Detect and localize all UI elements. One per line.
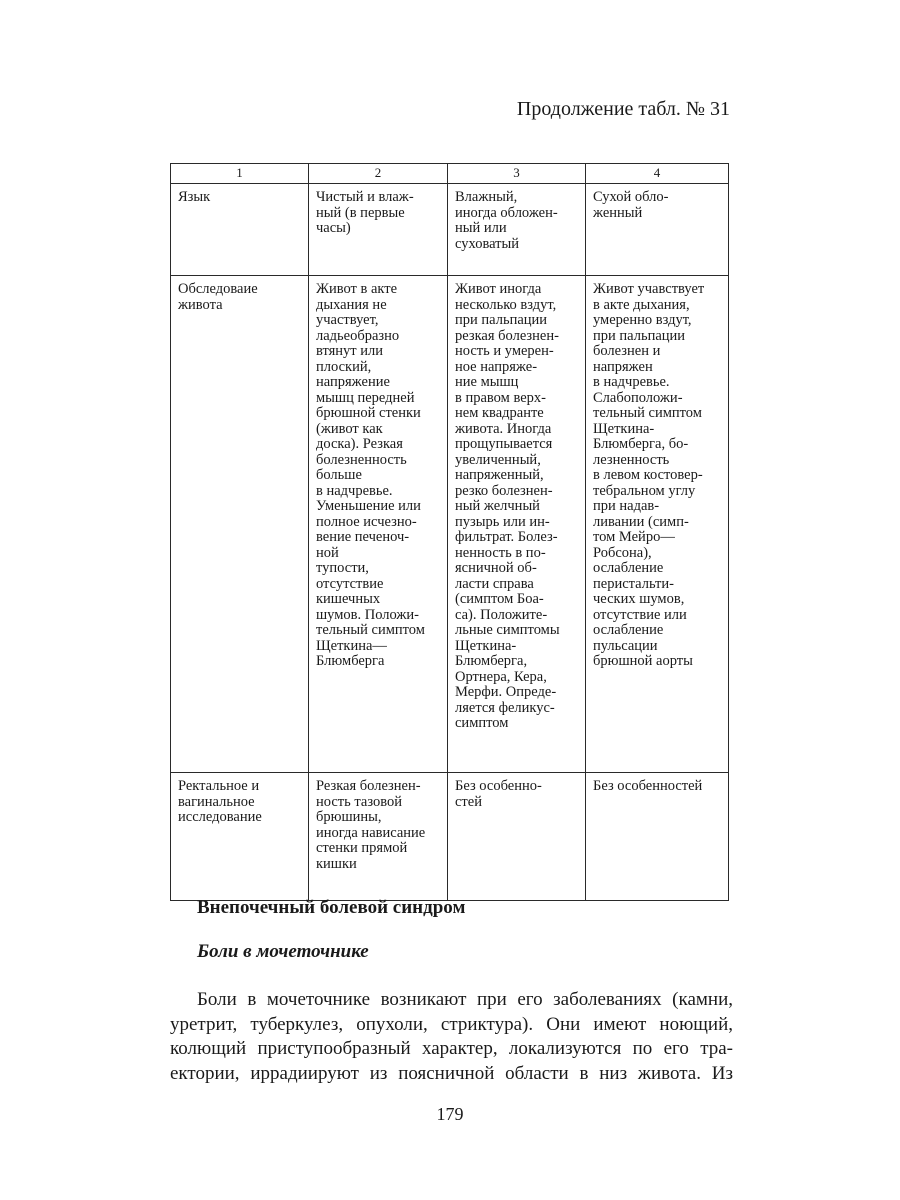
table-cell: Влажный, иногда обложен- ный или суховатый: [448, 184, 586, 276]
column-number-3: 3: [448, 164, 586, 184]
page-number: 179: [436, 1104, 464, 1124]
table-cell: Живот иногда несколько вздут, при пальпации резкая болезнен- ность и умерен- ное напряже- ние мышц в правом верх- нем квадранте живота. Иногда прощупывается увеличенный, напряженный, резко болезнен- ный желчный пузырь или ин- фильтрат. Болез- ненность в по- ясничной об- ласти справа (симптом Боа- са). Положите- льные симптомы Щеткина- Блюмберга, Ортнера, Кера, Мерфи. Опреде- ляется феликус- симптом: [448, 276, 586, 773]
row-label-cell: Обследоваие живота: [171, 276, 309, 773]
body-paragraph: [170, 988, 733, 1086]
table-cell: Сухой обло- женный: [586, 184, 729, 276]
table-cell: Чистый и влаж- ный (в первые часы): [309, 184, 448, 276]
column-number-1: 1: [171, 164, 309, 184]
table-row: [171, 773, 729, 901]
section-subheading: Боли в мочеточнике: [197, 941, 369, 962]
column-number-2: 2: [309, 164, 448, 184]
paragraph-line: Боли в мочеточнике возникают при его заболеваниях (камни,: [197, 989, 733, 1010]
table-cell: Резкая болезнен- ность тазовой брюшины, иногда нависание стенки прямой кишки: [309, 773, 448, 901]
symptoms-table: [170, 163, 729, 901]
column-number-4: 4: [586, 164, 729, 184]
paragraph-line: колющий приступообразный характер, локализуются по его тра-: [170, 1038, 733, 1059]
table-row: [171, 276, 729, 773]
section-heading: Внепочечный болевой синдром: [197, 897, 466, 918]
table-row: [171, 184, 729, 276]
row-label-cell: Язык: [171, 184, 309, 276]
row-label-cell: Ректальное и вагинальное исследование: [171, 773, 309, 901]
paragraph-line: уретрит, туберкулез, опухоли, стриктура). Они имеют ноющий,: [170, 1013, 733, 1035]
table-header-row: [171, 164, 729, 184]
paragraph-line: ектории, иррадиируют из поясничной области в низ живота. Из: [170, 1062, 733, 1084]
table-cell: Без особенно- стей: [448, 773, 586, 901]
table-cell: Без особенностей: [586, 773, 729, 901]
table-cell: Живот учавствует в акте дыхания, умеренно вздут, при пальпации болезнен и напряжен в надчревье. Слабоположи- тельный симптом Щеткина- Блюмберга, бо- лезненность в левом костовер- тебральном углу при надав- ливании (симп- том Мейро— Робсона), ослабление перистальти- ческих шумов, отсутствие или ослабление пульсации брюшной аорты: [586, 276, 729, 773]
table-continuation-label: Продолжение табл. № 31: [516, 98, 730, 120]
table-cell: Живот в акте дыхания не участвует, ладьеобразно втянут или плоский, напряжение мышц передней брюшной стенки (живот как доска). Резкая болезненность больше в надчревье. Уменьшение или полное исчезно- вение печеноч- ной тупости, отсутствие кишечных шумов. Положи- тельный симптом Щеткина— Блюмберга: [309, 276, 448, 773]
